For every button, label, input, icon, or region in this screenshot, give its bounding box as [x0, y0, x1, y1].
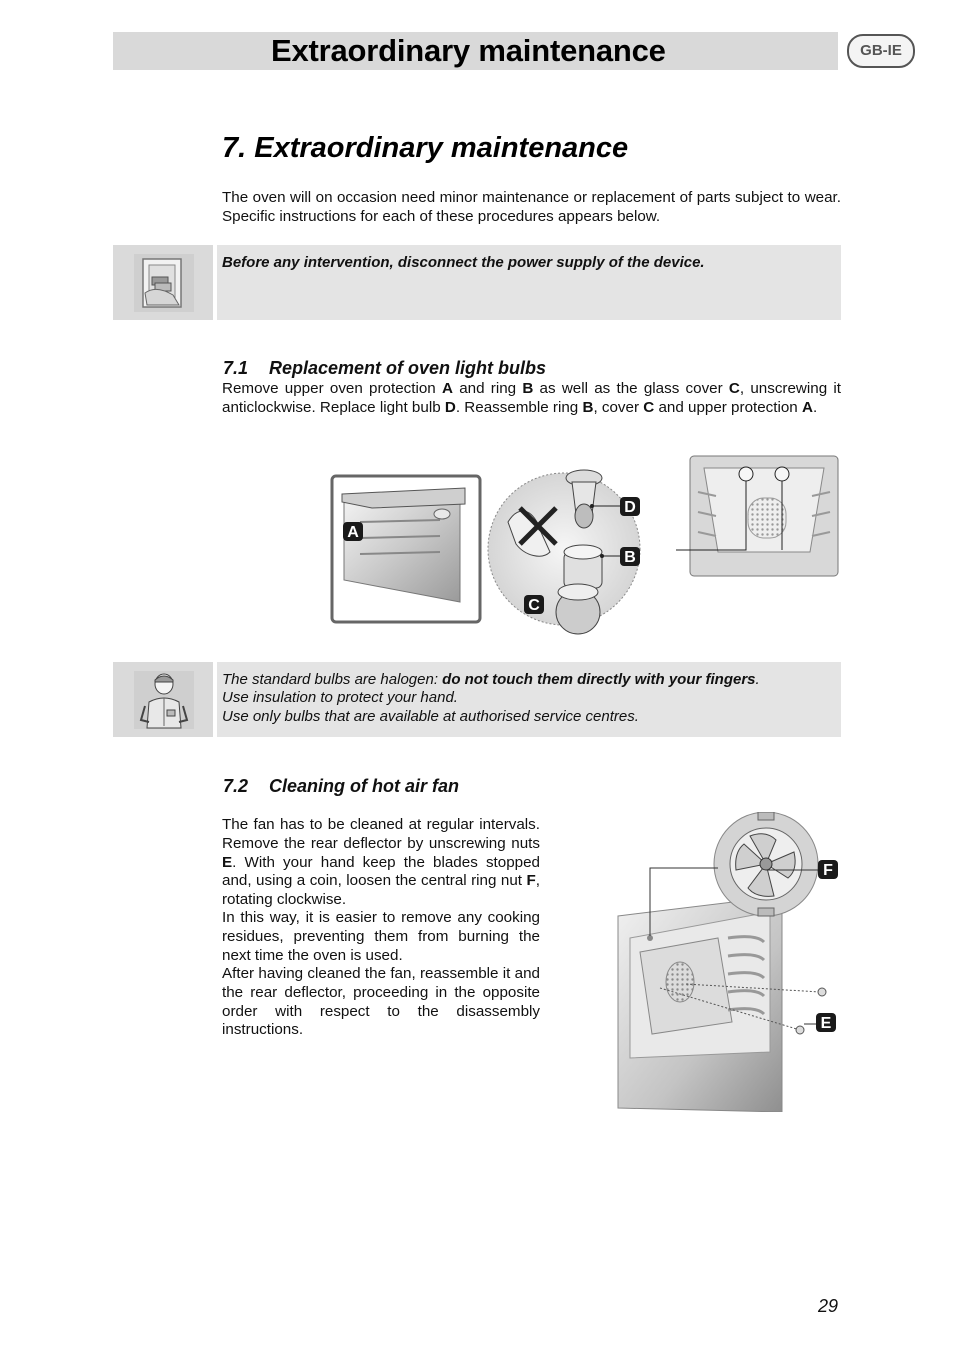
oven-cavity-side-view: [332, 476, 480, 622]
label-b-badge: [620, 547, 640, 566]
halogen-note-line-3: Use only bulbs that are available at authorised service centres.: [222, 708, 639, 725]
halogen-note-line-1: The standard bulbs are halogen: do not touch them directly with your fingers.: [222, 671, 760, 688]
svg-text:B: B: [624, 549, 636, 566]
page-header-title: Extraordinary maintenance: [271, 33, 666, 68]
section-7-2-number: 7.2: [223, 776, 249, 796]
technician-icon: [133, 670, 195, 730]
svg-text:E: E: [820, 1015, 832, 1032]
bulb-replacement-figure: [320, 452, 844, 646]
label-a-badge: [343, 522, 363, 541]
section-7-2-title: Cleaning of hot air fan: [269, 776, 460, 796]
section-7-1-body: Remove upper oven protection A and ring B as well as the glass cover C, unscrewing it anticlockwise. Replace light bulb D. Reassemble ring B, cover C and upper protection A.: [222, 380, 841, 416]
label-c-badge: [524, 595, 544, 614]
warning-note-text: Before any intervention, disconnect the power supply of the device.: [222, 254, 705, 271]
svg-text:D: D: [624, 499, 636, 516]
chapter-title: 7. Extraordinary maintenance: [222, 132, 629, 164]
section-7-2-body: The fan has to be cleaned at regular intervals. Remove the rear deflector by unscrewing nuts E. With your hand keep the blades stopped and, using a coin, loosen the central ring nut F, rotating clockwise.: [222, 816, 540, 909]
section-7-2-heading: [223, 776, 459, 797]
svg-text:A: A: [347, 524, 359, 541]
fan-detail-circle: [714, 812, 818, 916]
svg-text:C: C: [528, 597, 540, 614]
section-7-2-body-3: After having cleaned the fan, reassemble it and the rear deflector, proceeding in the opposite order with respect to the disassembly instructions.: [222, 965, 540, 1039]
warning-note: [113, 245, 841, 320]
svg-text:F: F: [823, 862, 833, 879]
page-number: 29: [818, 1296, 839, 1316]
oven-cavity-3d: [618, 896, 782, 1112]
halogen-note-line-2: Use insulation to protect your hand.: [222, 689, 458, 706]
label-e-badge: [816, 1013, 836, 1032]
power-switch-icon: [133, 253, 195, 313]
chapter-intro: The oven will on occasion need minor maintenance or replacement of parts subject to wear. Specific instructions for each of these procedures appears below.: [222, 189, 841, 225]
oven-front-view: [676, 456, 838, 576]
note-icon-cell: [113, 245, 217, 320]
section-7-2-body-2: In this way, it is easier to remove any cooking residues, preventing them from burning the next time the oven is used.: [222, 909, 540, 964]
section-7-1-title: Replacement of oven light bulbs: [269, 358, 547, 378]
label-f-badge: [818, 860, 838, 879]
language-badge: GB-IE: [847, 34, 915, 68]
label-d-badge: [620, 497, 640, 516]
fan-cleaning-figure: [600, 812, 846, 1112]
note-icon-cell: [113, 662, 217, 737]
section-7-1-heading: [223, 358, 546, 379]
section-7-1-number: 7.1: [223, 358, 249, 378]
bulb-detail-circle: [488, 470, 640, 634]
halogen-note: [113, 662, 841, 737]
